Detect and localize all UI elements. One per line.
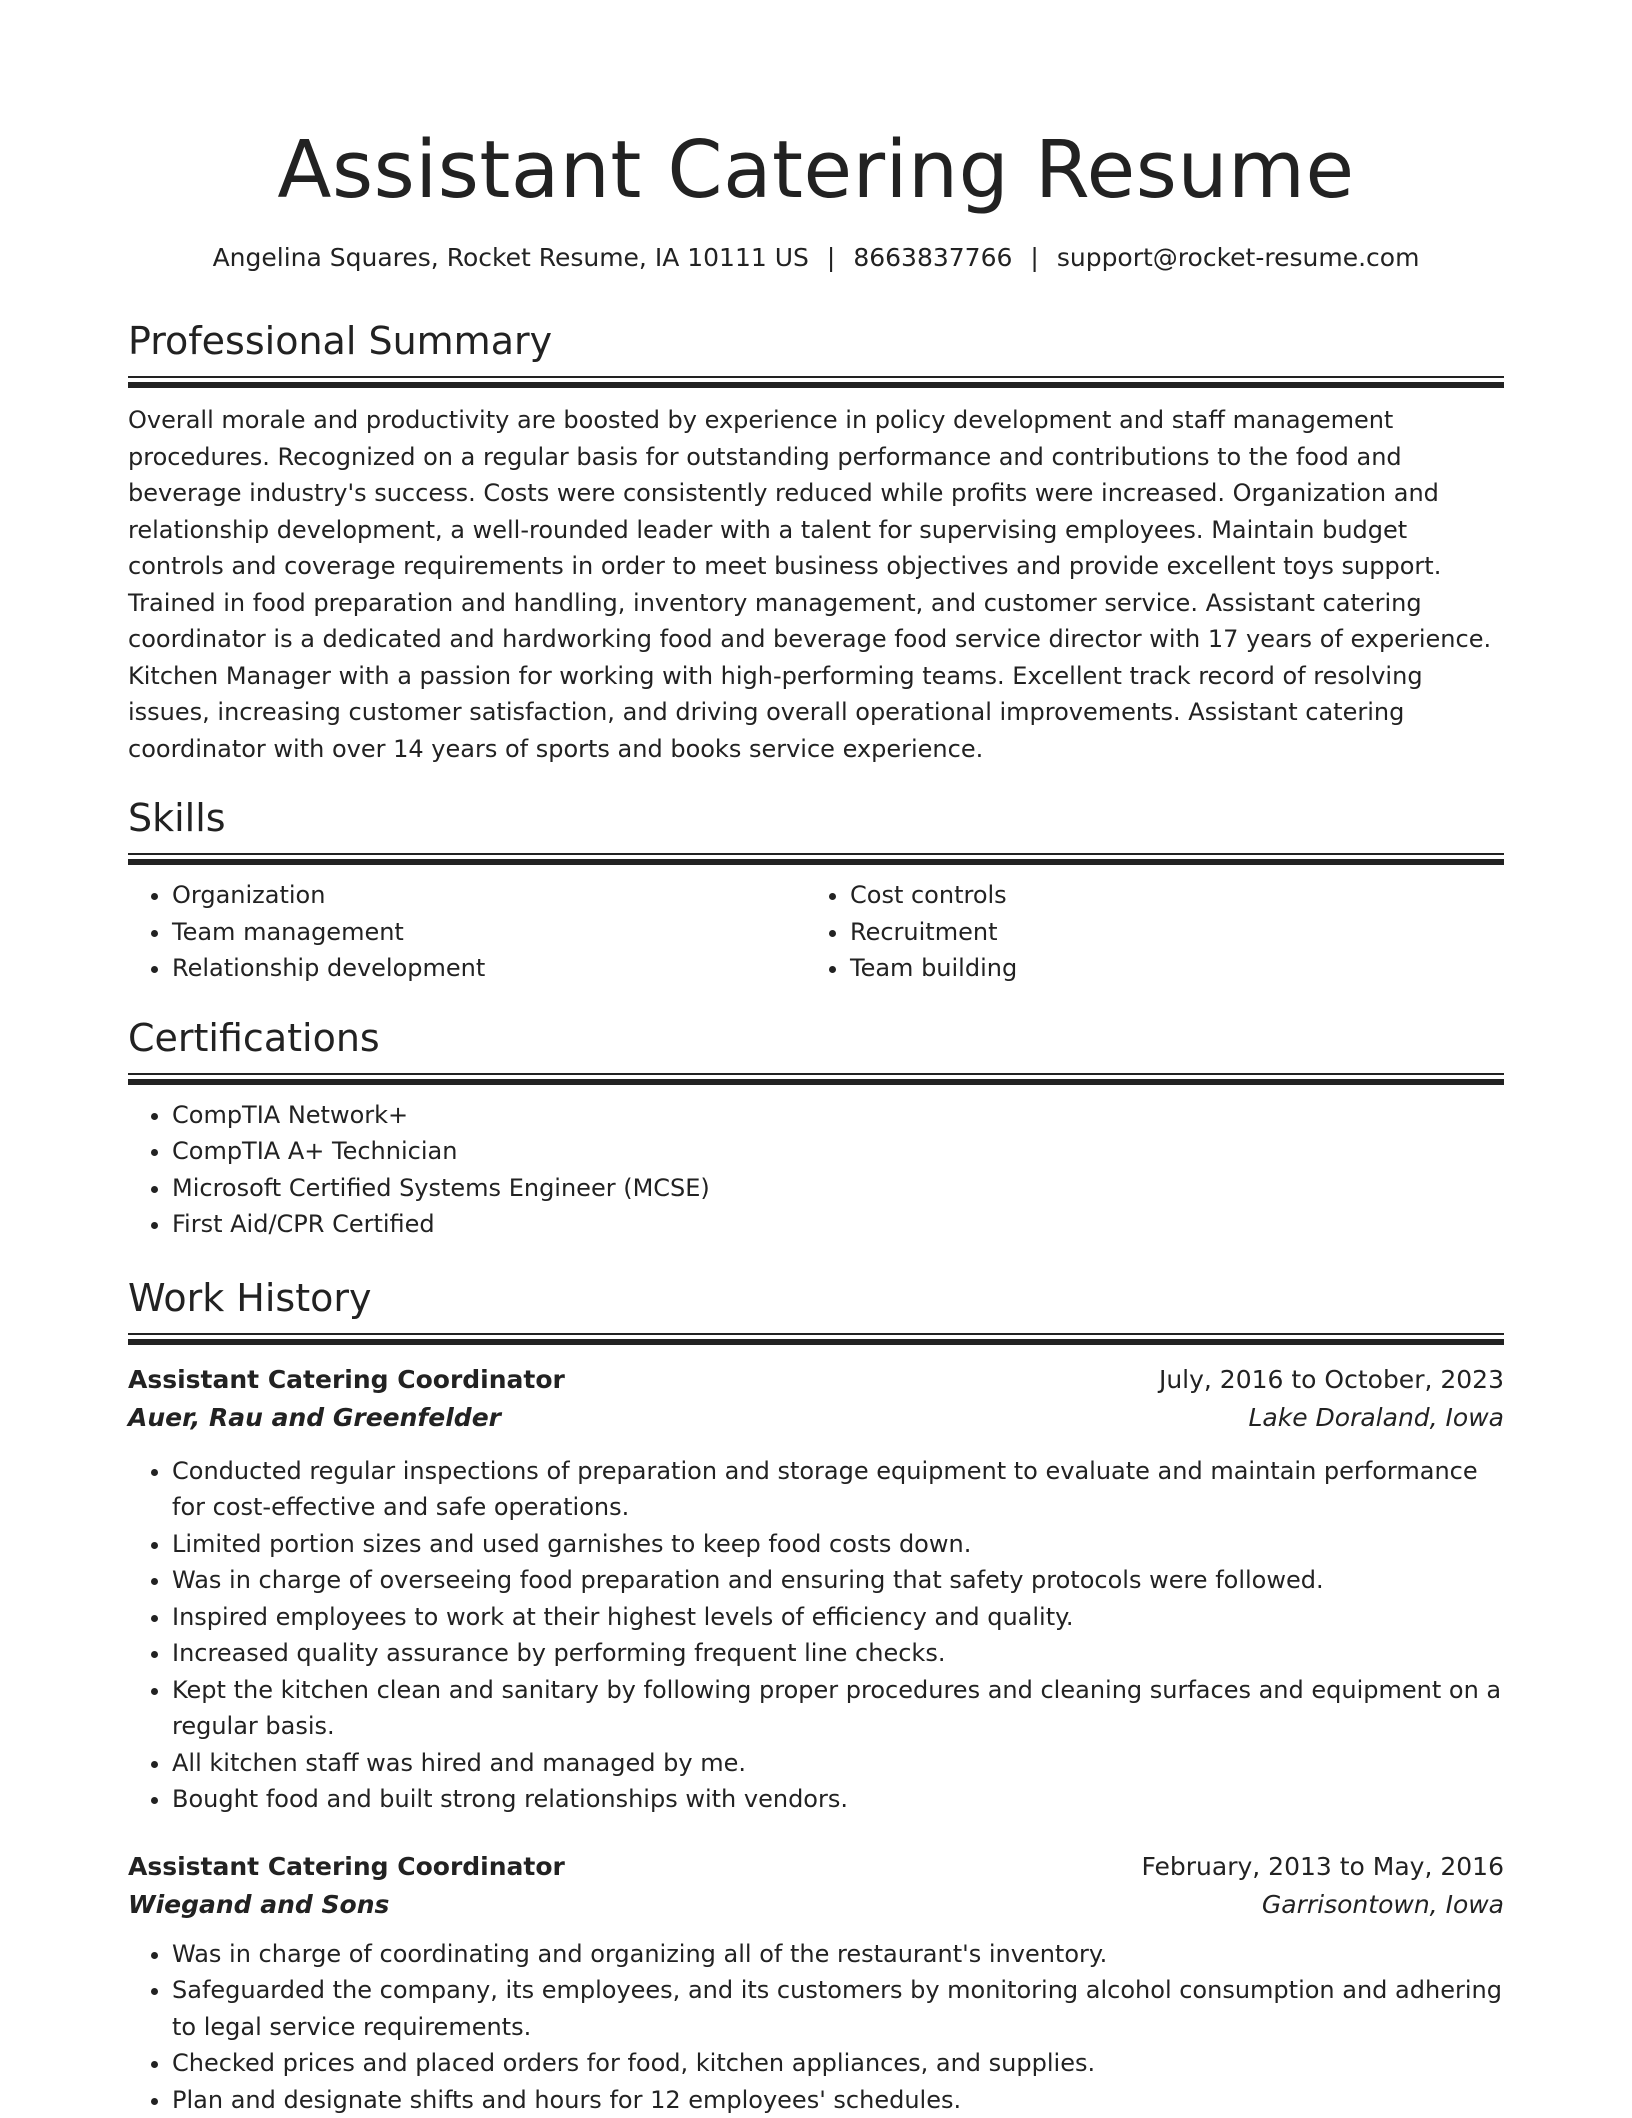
job-duty: • Limited portion sizes and used garnishes to keep food costs down. — [172, 1526, 1504, 1563]
contact-email: support@rocket-resume.com — [1057, 243, 1420, 272]
job-duties-list — [128, 1453, 1504, 1818]
summary-heading: Professional Summary — [128, 316, 1504, 366]
job-dates: February, 2013 to May, 2016 — [1142, 1848, 1505, 1886]
resume-page — [128, 0, 1504, 2118]
job-duty: • Kept the kitchen clean and sanitary by following proper procedures and cleaning surfaces and equipment on a regular basis. — [172, 1672, 1504, 1745]
job-location: Lake Doraland, Iowa — [1248, 1399, 1504, 1437]
skills-right-column — [806, 877, 1484, 987]
job-title: Assistant Catering Coordinator — [128, 1848, 565, 1886]
certification-item: • CompTIA Network+ — [172, 1097, 1504, 1134]
job-duty: • Was in charge of overseeing food preparation and ensuring that safety protocols were followed. — [172, 1562, 1504, 1599]
job-duty: • Plan and designate shifts and hours for 12 employees' schedules. — [172, 2082, 1504, 2118]
resume-title: Assistant Catering Resume — [128, 118, 1504, 222]
section-divider — [128, 853, 1504, 865]
summary-text: Overall morale and productivity are boosted by experience in policy development and staff management procedures. Recognized on a regular basis for outstanding performance and contributions to the food and beverage industry's success. Costs were consistently reduced while profits were increased. Organization and relationship development, a well-rounded leader with a talent for supervising employees. Maintain budget controls and coverage requirements in order to meet business objectives and provide excellent toys support. Trained in food preparation and handling, inventory management, and customer service. Assistant catering coordinator is a dedicated and hardworking food and beverage food service director with 17 years of experience. Kitchen Manager with a passion for working with high-performing teams. Excellent track record of resolving issues, increasing customer satisfaction, and driving overall operational improvements. Assistant catering coordinator with over 14 years of sports and books service experience. — [128, 402, 1504, 767]
job-duty: • Conducted regular inspections of preparation and storage equipment to evaluate and maintain performance for cost-effective and safe operations. — [172, 1453, 1504, 1526]
job-header — [128, 1848, 1504, 1886]
section-divider — [128, 1333, 1504, 1345]
section-divider — [128, 376, 1504, 388]
skills-heading: Skills — [128, 793, 1504, 843]
certifications-section — [128, 1013, 1504, 1243]
contact-address: Angelina Squares, Rocket Resume, IA 10111 US — [213, 243, 809, 272]
work-history-section — [128, 1273, 1504, 2118]
certifications-heading: Certifications — [128, 1013, 1504, 1063]
contact-phone: 8663837766 — [853, 243, 1012, 272]
skills-left-column — [128, 877, 806, 987]
certification-item: • CompTIA A+ Technician — [172, 1133, 1504, 1170]
certifications-list — [128, 1097, 1504, 1243]
job-duty: • Was in charge of coordinating and organizing all of the restaurant's inventory. — [172, 1936, 1504, 1973]
work-history-heading: Work History — [128, 1273, 1504, 1323]
contact-separator: | — [809, 243, 853, 272]
job-subheader — [128, 1886, 1504, 1924]
job-duty: • Bought food and built strong relationships with vendors. — [172, 1781, 1504, 1818]
job-location: Garrisontown, Iowa — [1262, 1886, 1504, 1924]
skill-item: • Team management — [172, 914, 806, 951]
skill-item: • Team building — [850, 950, 1484, 987]
skill-item: • Recruitment — [850, 914, 1484, 951]
job-duty: • Increased quality assurance by performing frequent line checks. — [172, 1635, 1504, 1672]
contact-separator: | — [1012, 243, 1056, 272]
skill-item: • Cost controls — [850, 877, 1484, 914]
contact-line — [128, 240, 1504, 276]
certification-item: • Microsoft Certified Systems Engineer (MCSE) — [172, 1170, 1504, 1207]
job-company: Wiegand and Sons — [128, 1886, 389, 1924]
job-duty: • Safeguarded the company, its employees, and its customers by monitoring alcohol consumption and adhering to legal service requirements. — [172, 1972, 1504, 2045]
job-title: Assistant Catering Coordinator — [128, 1361, 565, 1399]
skills-section — [128, 793, 1504, 987]
job-duties-list — [128, 1936, 1504, 2118]
job-dates: July, 2016 to October, 2023 — [1159, 1361, 1504, 1399]
job-company: Auer, Rau and Greenfelder — [128, 1399, 501, 1437]
skills-grid — [128, 877, 1504, 987]
job-duty: • All kitchen staff was hired and managed by me. — [172, 1745, 1504, 1782]
section-divider — [128, 1073, 1504, 1085]
job-duty: • Inspired employees to work at their highest levels of efficiency and quality. — [172, 1599, 1504, 1636]
job-header — [128, 1361, 1504, 1399]
job-duty: • Checked prices and placed orders for food, kitchen appliances, and supplies. — [172, 2045, 1504, 2082]
skill-item: • Relationship development — [172, 950, 806, 987]
job-subheader — [128, 1399, 1504, 1437]
job-entry — [128, 1361, 1504, 1818]
summary-section — [128, 316, 1504, 767]
job-entry — [128, 1848, 1504, 2118]
skill-item: • Organization — [172, 877, 806, 914]
certification-item: • First Aid/CPR Certified — [172, 1206, 1504, 1243]
